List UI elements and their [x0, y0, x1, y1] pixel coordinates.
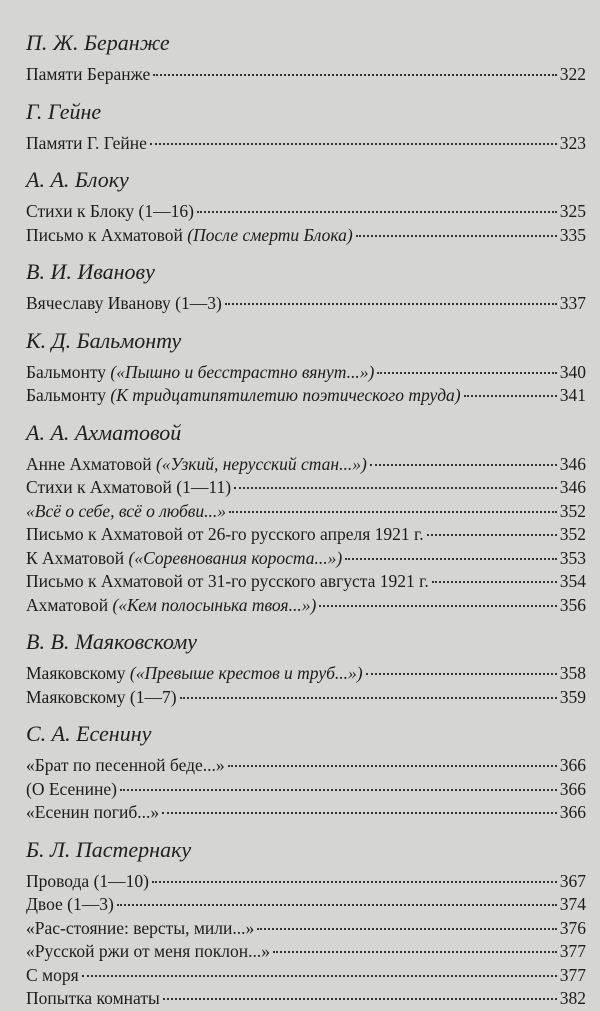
- section-heading: В. И. Иванову: [26, 259, 155, 284]
- section-heading: П. Ж. Беранже: [26, 30, 170, 55]
- entry-title: [26, 662, 363, 686]
- entry-title-text: Письмо к Ахматовой от 26-го русского апреля 1921 г.: [26, 524, 424, 544]
- entry-title-text: Провода (1—10): [26, 870, 149, 891]
- toc-entry[interactable]: [26, 384, 586, 408]
- entry-title: [26, 870, 149, 894]
- entry-subtitle: («Пышно и бесстрастно вянут...»): [110, 361, 375, 382]
- toc-entry[interactable]: [26, 523, 586, 547]
- entry-title: [26, 754, 225, 778]
- dot-leader: [82, 975, 557, 977]
- toc-entry[interactable]: [26, 778, 586, 802]
- section-heading: А. А. Ахматовой: [26, 419, 182, 445]
- toc-entry[interactable]: [26, 476, 586, 500]
- entry-title: [26, 63, 150, 87]
- entry-title-text: «Есенин погиб...»: [26, 802, 160, 822]
- toc-entry[interactable]: [26, 917, 586, 941]
- page-number: 354: [559, 571, 586, 591]
- entry-title: [26, 893, 114, 917]
- entry-title: [26, 778, 117, 802]
- page-number: 335: [559, 224, 586, 245]
- page-number: 346: [559, 477, 586, 497]
- toc-section: [26, 420, 586, 618]
- toc-entry[interactable]: [26, 870, 586, 894]
- entry-title: [26, 200, 194, 224]
- dot-leader: [197, 211, 557, 213]
- entry-title: [26, 132, 147, 156]
- entry-title-text: Ахматовой: [26, 594, 113, 615]
- entry-title-text: Анне Ахматовой: [26, 453, 156, 474]
- dot-leader: [163, 998, 557, 1000]
- page-number: 367: [559, 870, 586, 891]
- section-heading: Б. Л. Пастернаку: [26, 836, 192, 862]
- toc-section: [26, 629, 586, 709]
- section-heading: С. А. Есенину: [26, 721, 152, 746]
- dot-leader: [257, 928, 557, 930]
- entry-title-text: Маяковскому: [26, 663, 130, 683]
- entry-title: [26, 594, 316, 618]
- toc-entry[interactable]: [26, 987, 586, 1011]
- dot-leader: [225, 303, 557, 305]
- page-number: 337: [559, 293, 586, 313]
- page-number: 377: [559, 941, 586, 961]
- toc-entry[interactable]: [26, 292, 586, 316]
- entry-title-text: Маяковскому (1—7): [26, 686, 177, 707]
- entry-title-text: Письмо к Ахматовой: [26, 224, 188, 245]
- entry-title: [26, 384, 461, 408]
- dot-leader: [366, 673, 557, 675]
- dot-leader: [356, 235, 557, 237]
- entry-title-text: Бальмонту: [26, 361, 111, 382]
- entry-title-text: «Рас-стояние: версты, мили...»: [26, 917, 255, 938]
- entry-title: [26, 547, 342, 571]
- dot-leader: [117, 904, 557, 906]
- page-number: 376: [559, 917, 586, 938]
- entry-title-text: (О Есенине): [26, 778, 117, 799]
- toc-entry[interactable]: [26, 662, 586, 686]
- entry-title: [26, 224, 353, 248]
- entry-title-text: Памяти Беранже: [26, 64, 151, 84]
- dot-leader: [273, 951, 557, 953]
- entry-title: [26, 453, 367, 477]
- toc-section: [26, 99, 586, 156]
- dot-leader: [229, 511, 557, 513]
- section-heading: К. Д. Бальмонту: [26, 327, 182, 353]
- entry-title-text: Попытка комнаты: [26, 988, 160, 1008]
- toc-entry[interactable]: [26, 500, 586, 524]
- toc-entry[interactable]: [26, 361, 586, 385]
- entry-title: [26, 964, 79, 988]
- entry-subtitle: («Кем полосынька твоя...»): [112, 594, 317, 615]
- page-number: 352: [559, 524, 586, 544]
- page-number: 353: [559, 547, 586, 568]
- entry-title: [26, 987, 160, 1011]
- dot-leader: [377, 372, 556, 374]
- toc-section: [26, 721, 586, 825]
- dot-leader: [150, 143, 557, 145]
- entry-title-text: Стихи к Ахматовой (1—11): [26, 477, 232, 497]
- entry-title: [26, 940, 270, 964]
- page-number: 323: [559, 132, 586, 153]
- dot-leader: [345, 558, 557, 560]
- toc-section: [26, 837, 586, 1011]
- entry-title: [26, 476, 231, 500]
- toc-section: [26, 167, 586, 247]
- entry-subtitle: (После смерти Блока): [187, 224, 353, 245]
- entry-title-text: Памяти Г. Гейне: [26, 132, 147, 153]
- toc-section: [26, 328, 586, 408]
- dot-leader: [152, 881, 557, 883]
- dot-leader: [464, 395, 557, 397]
- entry-subtitle: «Всё о себе, всё о любви...»: [26, 500, 227, 521]
- entry-title-text: Стихи к Блоку (1—16): [26, 201, 194, 221]
- toc-entry[interactable]: [26, 964, 586, 988]
- dot-leader: [370, 464, 557, 466]
- dot-leader: [427, 534, 557, 536]
- dot-leader: [153, 74, 557, 76]
- entry-subtitle: («Превыше крестов и труб...»): [129, 663, 363, 683]
- toc-entry[interactable]: [26, 547, 586, 571]
- toc-entry[interactable]: [26, 686, 586, 710]
- entry-title: [26, 686, 177, 710]
- toc-entry[interactable]: [26, 200, 586, 224]
- toc-entry[interactable]: [26, 594, 586, 618]
- page-number: 359: [559, 686, 586, 707]
- page-number: 366: [559, 755, 586, 775]
- toc-section: [26, 30, 586, 87]
- dot-leader: [180, 697, 557, 699]
- toc-entry[interactable]: [26, 453, 586, 477]
- entry-title: [26, 292, 222, 316]
- toc-entry[interactable]: [26, 63, 586, 87]
- entry-title-text: «Русской ржи от меня поклон...»: [26, 941, 270, 961]
- dot-leader: [228, 765, 557, 767]
- toc-entry[interactable]: [26, 940, 586, 964]
- entry-title-text: С моря: [26, 964, 79, 985]
- page-number: 341: [559, 385, 586, 405]
- page-number: 366: [559, 802, 586, 822]
- entry-subtitle: («Узкий, нерусский стан...»): [155, 453, 367, 474]
- page-number: 377: [559, 964, 586, 985]
- page-number: 346: [559, 453, 586, 474]
- page-number: 358: [559, 663, 586, 683]
- toc-entry[interactable]: [26, 893, 586, 917]
- dot-leader: [234, 487, 557, 489]
- entry-subtitle: («Соревнования короста...»): [128, 547, 343, 568]
- page-number: 374: [559, 894, 586, 914]
- entry-title-text: «Брат по песенной беде...»: [26, 755, 225, 775]
- toc-entry[interactable]: [26, 801, 586, 825]
- toc-entry[interactable]: [26, 224, 586, 248]
- toc-entry[interactable]: [26, 132, 586, 156]
- toc-section: [26, 259, 586, 316]
- entry-subtitle: (К тридцатипятилетию поэтического труда): [110, 385, 461, 405]
- entry-title: [26, 917, 254, 941]
- section-heading: А. А. Блоку: [26, 167, 129, 192]
- toc-entry[interactable]: [26, 570, 586, 594]
- entry-title-text: Вячеславу Иванову (1—3): [26, 293, 222, 313]
- page-number: 382: [559, 988, 586, 1008]
- dot-leader: [162, 812, 557, 814]
- entry-title: [26, 523, 424, 547]
- section-heading: Г. Гейне: [26, 98, 102, 124]
- entry-title-text: К Ахматовой: [26, 547, 129, 568]
- entry-title-text: Двое (1—3): [26, 894, 114, 914]
- entry-title: [26, 500, 226, 524]
- page-number: 352: [559, 500, 586, 521]
- dot-leader: [120, 789, 557, 791]
- entry-title-text: Письмо к Ахматовой от 31-го русского августа 1921 г.: [26, 571, 429, 591]
- entry-title: [26, 570, 429, 594]
- page-number: 366: [559, 778, 586, 799]
- entry-title-text: Бальмонту: [26, 385, 111, 405]
- dot-leader: [432, 581, 557, 583]
- page-number: 325: [559, 201, 586, 221]
- toc-entry[interactable]: [26, 754, 586, 778]
- page-number: 356: [559, 594, 586, 615]
- entry-title: [26, 361, 374, 385]
- dot-leader: [319, 605, 556, 607]
- page-number: 340: [559, 361, 586, 382]
- section-heading: В. В. Маяковскому: [26, 629, 198, 654]
- entry-title: [26, 801, 159, 825]
- page-number: 322: [559, 64, 586, 84]
